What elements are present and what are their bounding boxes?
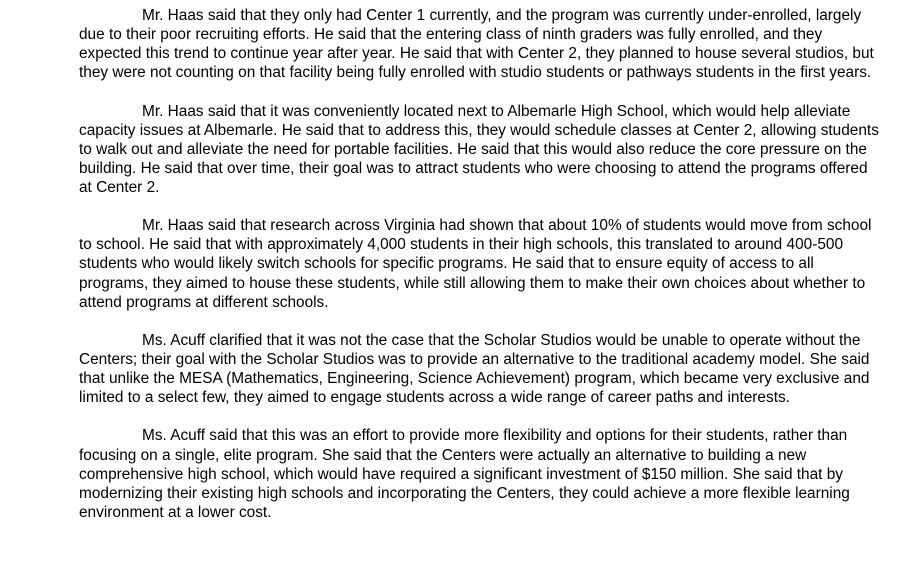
paragraph-acuff-flexibility: Ms. Acuff said that this was an effort to provide more flexibility and options for their students, rather than focusing on a single, elite program. She said that the Centers were actually an alternative to building a new comprehensive high school, which would have required a significant investment of $150 million. She said that by modernizing their existing high schools and incorporating the Centers, they could achieve a more flexible learning environment at a lower cost. [79, 427, 850, 521]
paragraph-acuff-scholar-studios: Ms. Acuff clarified that it was not the case that the Scholar Studios would be unable to operate without the Centers; their goal with the Scholar Studios was to provide an alternative to the traditional academy model. She said that unlike the MESA (Mathematics, Engineering, Science Achievement) program, which became very exclusive and limited to a select few, they aimed to engage students across a wide range of career paths and interests. [79, 331, 870, 407]
document-page [79, 6, 879, 522]
paragraph-haas-center-enrollment: Mr. Haas said that they only had Center 1 currently, and the program was currently under-enrolled, largely due to their poor recruiting efforts. He said that the entering class of ninth graders was fully enrolled, and they expected this trend to continue year after year. He said that with Center 2, they planned to house several studios, but they were not counting on that facility being fully enrolled with studio students or pathways students in the first years. [79, 7, 874, 82]
paragraph-haas-albemarle-location: Mr. Haas said that it was conveniently located next to Albemarle High School, which would help alleviate capacity issues at Albemarle. He said that to address this, they would schedule classes at Center 2, allowing students to walk out and alleviate the need for portable facilities. He said that this would also reduce the core pressure on the building. He said that over time, their goal was to attract students who were choosing to attend the programs offered at Center 2. [79, 102, 879, 196]
paragraph-haas-virginia-research: Mr. Haas said that research across Virginia had shown that about 10% of students would move from school to school. He said that with approximately 4,000 students in their high schools, this translated to around 400-500 students who would likely switch schools for specific programs. He said that to ensure equity of access to all programs, they aimed to house these students, while still allowing them to make their own choices about whether to attend programs at different schools. [79, 217, 872, 311]
